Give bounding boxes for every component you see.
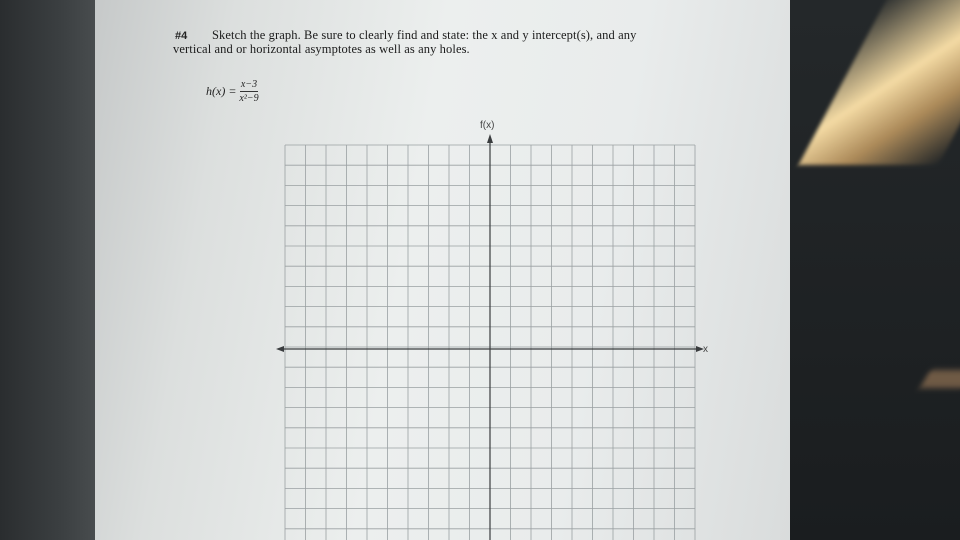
function-numerator: x−3 [240, 78, 258, 90]
instruction-line-1: Sketch the graph. Be sure to clearly find and state: the x and y intercept(s), and any [212, 28, 637, 42]
function-denominator: x²−9 [239, 92, 259, 104]
function-lhs: h(x) = [206, 83, 237, 98]
y-axis-up-arrow [487, 134, 493, 143]
y-axis-label: f(x) [480, 120, 495, 131]
x-axis-label: x [703, 344, 708, 355]
problem-number: #4 [175, 30, 188, 42]
x-axis-left-arrow [276, 346, 284, 352]
instruction-line-2: vertical and or horizontal asymptotes as well as any holes. [173, 42, 470, 56]
